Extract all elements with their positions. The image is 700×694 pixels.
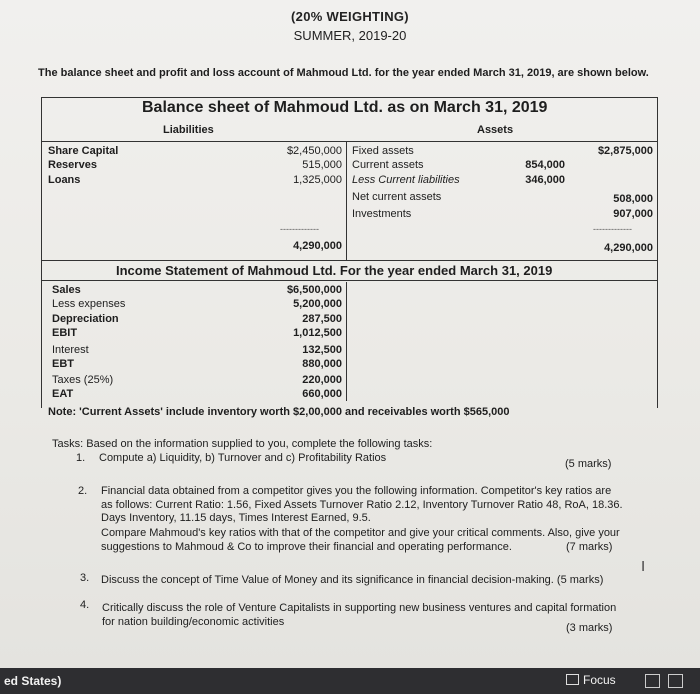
task-marks: (5 marks) bbox=[565, 458, 612, 470]
focus-icon bbox=[566, 674, 579, 685]
task-3-text: Discuss the concept of Time Value of Money and its significance in financial decision-making. (5 marks) bbox=[101, 574, 604, 586]
task-number: 1. bbox=[76, 452, 86, 464]
asset-label: Current assets bbox=[352, 159, 424, 171]
income-value: 880,000 bbox=[302, 358, 342, 370]
income-label: EBT bbox=[52, 358, 74, 370]
task-marks: (7 marks) bbox=[566, 541, 613, 553]
task-4-line: Critically discuss the role of Venture Capitalists in supporting new business ventures and capital formation bbox=[102, 602, 617, 614]
balance-sheet-title: Balance sheet of Mahmoud Ltd. as on March 31, 2019 bbox=[142, 99, 548, 116]
tasks-intro: Tasks: Based on the information supplied to you, complete the following tasks: bbox=[52, 438, 433, 450]
session-heading: SUMMER, 2019-20 bbox=[293, 28, 407, 43]
liability-amount: 1,325,000 bbox=[293, 174, 342, 186]
focus-button[interactable] bbox=[566, 673, 616, 687]
total-assets: 4,290,000 bbox=[604, 242, 653, 254]
asset-amount: $2,875,000 bbox=[597, 145, 653, 157]
task-number: 4. bbox=[80, 599, 90, 611]
asset-amount: 907,000 bbox=[613, 208, 653, 220]
asset-label: Fixed assets bbox=[352, 145, 414, 157]
task-2-line: suggestions to Mahmoud & Co to improve their financial and operating performance. bbox=[101, 541, 512, 553]
liability-label: Loans bbox=[48, 174, 81, 186]
focus-label: Focus bbox=[583, 673, 616, 687]
liability-label: Share Capital bbox=[48, 145, 119, 157]
task-2-line: Days Inventory, 11.15 days, Times Interest Earned, 9.5. bbox=[101, 512, 371, 524]
task-2-line: Financial data obtained from a competitor gives you the following information. Competitor's key ratios are bbox=[101, 485, 612, 497]
status-bar bbox=[0, 668, 700, 694]
asset-subamount: 854,000 bbox=[525, 159, 565, 171]
task-2-line: Compare Mahmoud's key ratios with that of the competitor and give your critical comments. Also, give your bbox=[101, 527, 620, 539]
task-1-text: Compute a) Liquidity, b) Turnover and c) Profitability Ratios bbox=[99, 452, 387, 464]
assets-header: Assets bbox=[477, 124, 514, 136]
income-label: EBIT bbox=[52, 327, 78, 339]
total-liabilities: 4,290,000 bbox=[293, 240, 342, 252]
print-layout-icon[interactable] bbox=[645, 674, 660, 688]
text-cursor-icon: I bbox=[641, 558, 646, 575]
income-value: 5,200,000 bbox=[293, 298, 342, 310]
web-layout-icon[interactable] bbox=[668, 674, 683, 688]
income-label: Interest bbox=[52, 344, 89, 356]
dashes: ------------- bbox=[593, 224, 632, 234]
task-number: 3. bbox=[80, 572, 90, 584]
income-value: 1,012,500 bbox=[293, 327, 342, 339]
task-number: 2. bbox=[78, 485, 88, 497]
income-label: Less expenses bbox=[52, 298, 126, 310]
income-label: Depreciation bbox=[52, 313, 119, 325]
income-value: 220,000 bbox=[302, 374, 342, 386]
task-2-line: as follows: Current Ratio: 1.56, Fixed Assets Turnover Ratio 2.12, Inventory Turnover Ratio 48, RoA, 18.36. bbox=[101, 499, 623, 511]
liability-amount: $2,450,000 bbox=[286, 145, 342, 157]
language-status[interactable]: ed States) bbox=[4, 674, 62, 688]
income-label: EAT bbox=[52, 388, 74, 400]
income-statement-title: Income Statement of Mahmoud Ltd. For the year ended March 31, 2019 bbox=[116, 263, 553, 278]
asset-label: Less Current liabilities bbox=[352, 174, 460, 186]
dashes: ------------- bbox=[280, 224, 319, 234]
income-label: Sales bbox=[52, 284, 81, 296]
task-4-line: for nation building/economic activities bbox=[102, 616, 285, 628]
weighting-heading: (20% WEIGHTING) bbox=[291, 9, 409, 24]
income-value: 287,500 bbox=[302, 313, 342, 325]
income-label: Taxes (25%) bbox=[52, 374, 114, 386]
inventory-note: Note: 'Current Assets' include inventory worth $2,00,000 and receivables worth $565,000 bbox=[48, 406, 510, 418]
task-marks: (3 marks) bbox=[566, 622, 613, 634]
intro-text: The balance sheet and profit and loss account of Mahmoud Ltd. for the year ended March 31, 2019, are shown below. bbox=[38, 67, 649, 79]
liability-label: Reserves bbox=[48, 159, 97, 171]
liabilities-header: Liabilities bbox=[163, 124, 214, 136]
asset-amount: 508,000 bbox=[613, 193, 653, 205]
liability-amount: 515,000 bbox=[302, 159, 342, 171]
income-value: 132,500 bbox=[302, 344, 342, 356]
asset-subamount: 346,000 bbox=[525, 174, 565, 186]
asset-label: Investments bbox=[352, 208, 412, 220]
income-value: $6,500,000 bbox=[286, 284, 342, 296]
asset-label: Net current assets bbox=[352, 191, 442, 203]
income-value: 660,000 bbox=[302, 388, 342, 400]
